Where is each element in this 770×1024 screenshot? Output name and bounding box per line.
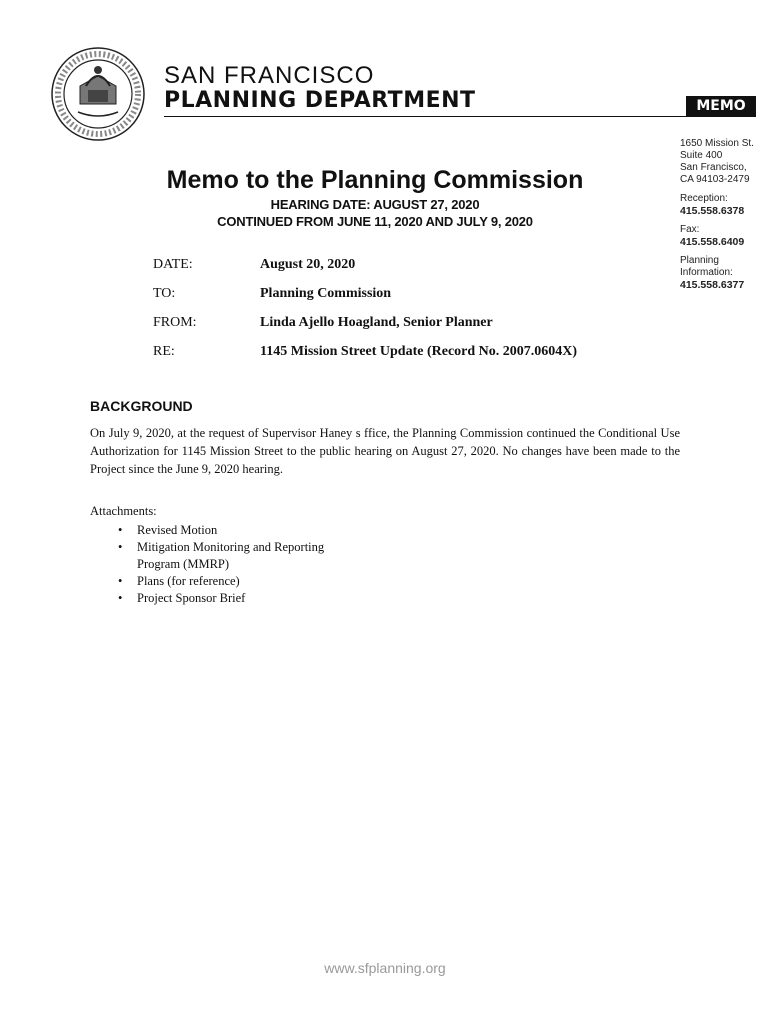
list-item: • Plans (for reference) (137, 573, 367, 590)
memo-badge: MEMO (686, 96, 756, 116)
date-value: August 20, 2020 (260, 257, 356, 272)
planning-info-label: Information: (680, 267, 733, 278)
address-line: CA 94103-2479 (680, 174, 750, 185)
footer-website: www.sfplanning.org (324, 960, 446, 976)
address-line: Suite 400 (680, 150, 723, 161)
date-label: DATE: (153, 257, 193, 272)
list-item: • Revised Motion (137, 522, 367, 539)
continued-dates: CONTINUED FROM JUNE 11, 2020 AND JULY 9, 2020 (217, 214, 533, 229)
address-line: 1650 Mission St. (680, 138, 754, 149)
to-value: Planning Commission (260, 286, 392, 301)
background-paragraph: On July 9, 2020, at the request of Supervisor Haney s ffice, the Planning Commission continued the Conditional Use Authorization for 1145 Mission Street to the public hearing on August 27, 2020. No changes have been made to the Project since the June 9, 2020 hearing. (90, 426, 680, 476)
fax-number: 415.558.6409 (680, 236, 745, 248)
background-heading: BACKGROUND (90, 398, 193, 414)
fax-label: Fax: (680, 224, 700, 235)
reception-number: 415.558.6378 (680, 205, 745, 217)
memo-title: Memo to the Planning Commission (166, 166, 584, 194)
from-value: Linda Ajello Hoagland, Senior Planner (260, 315, 493, 330)
hearing-date: HEARING DATE: AUGUST 27, 2020 (270, 197, 480, 212)
planning-info-number: 415.558.6377 (680, 279, 745, 291)
city-seal-icon (50, 46, 146, 142)
list-item: • Project Sponsor Brief (137, 590, 367, 607)
department-name-line1: SAN FRANCISCO (164, 62, 375, 89)
address-line: San Francisco, (680, 162, 747, 173)
attachments-label: Attachments: (90, 504, 157, 518)
from-label: FROM: (153, 315, 197, 330)
attachments-list (110, 522, 367, 607)
re-value: 1145 Mission Street Update (Record No. 2007.0604X) (260, 344, 578, 359)
header-divider (164, 116, 756, 117)
re-label: RE: (153, 344, 175, 359)
memo-title-wrap (0, 166, 770, 195)
to-label: TO: (153, 286, 176, 301)
department-name-line2: PLANNING DEPARTMENT (164, 88, 476, 113)
planning-info-label: Planning (680, 255, 719, 266)
list-item: • Mitigation Monitoring and Reporting Program (MMRP) (137, 539, 367, 573)
reception-label: Reception: (680, 193, 728, 204)
